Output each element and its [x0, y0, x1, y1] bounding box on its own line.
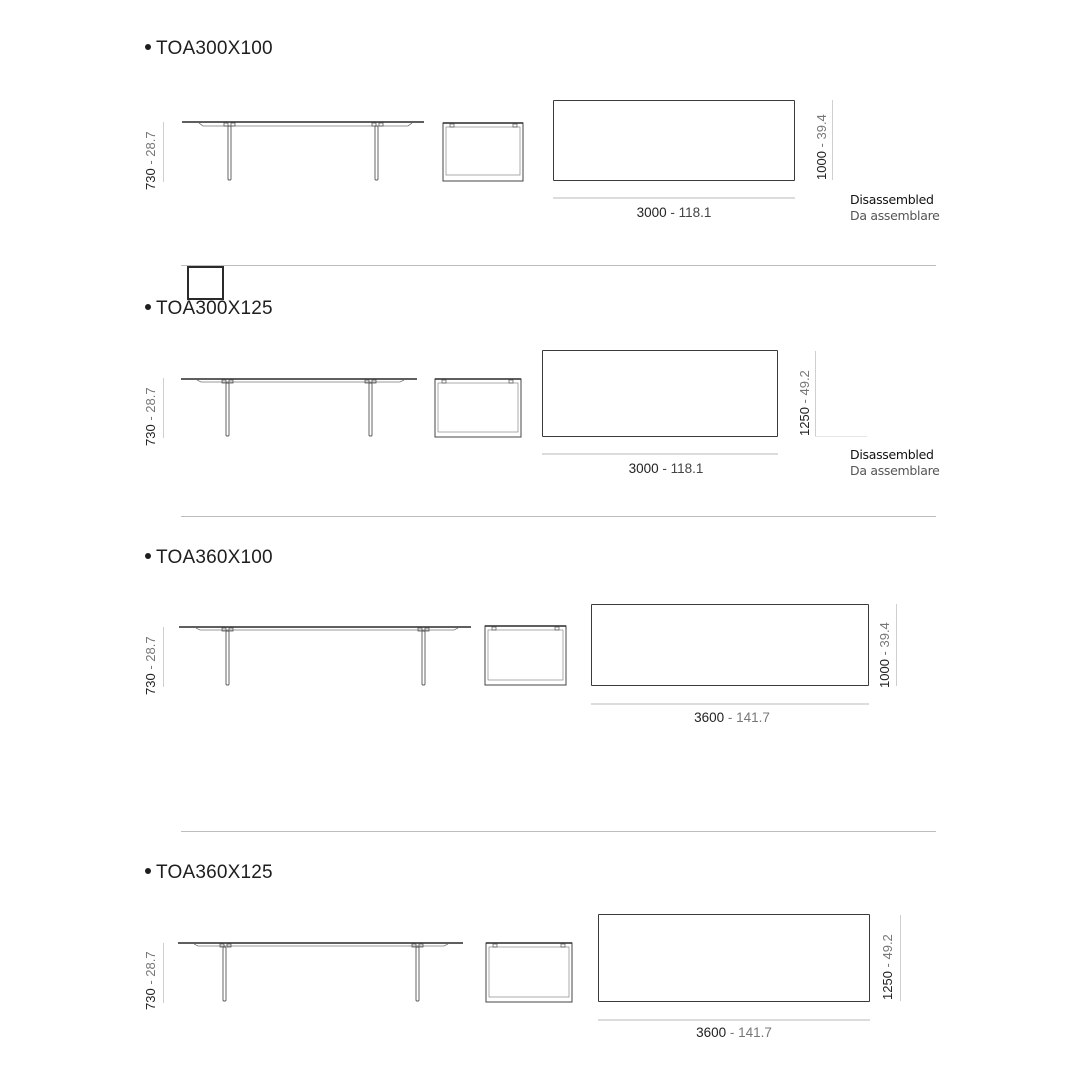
assembly-note-it: Da assemblare [850, 208, 940, 223]
depth-dimension-label: 1000 - 39.4 [814, 114, 829, 180]
depth-dimension-label: 1250 - 49.2 [880, 934, 895, 1000]
product-code-title: TOA360X125 [145, 862, 273, 884]
height-dimension-label: 730 - 28.7 [143, 387, 158, 446]
depth-dimension-label: 1250 - 49.2 [797, 370, 812, 436]
width-dimension-label: 3600 - 141.7 [694, 710, 770, 725]
height-dimension-label: 730 - 28.7 [143, 131, 158, 190]
product-code-title: TOA300X100 [145, 38, 273, 60]
width-dimension-line [598, 1019, 870, 1021]
top-view-drawing [598, 914, 870, 1002]
assembly-note-en: Disassembled [850, 192, 934, 207]
depth-dimension-line [900, 915, 901, 1001]
product-code-title: TOA300X125 [145, 298, 273, 320]
height-dimension-label: 730 - 28.7 [143, 636, 158, 695]
depth-dimension-label: 1000 - 39.4 [877, 622, 892, 688]
width-dimension-label: 3600 - 141.7 [696, 1025, 772, 1040]
height-dimension-label: 730 - 28.7 [143, 951, 158, 1010]
width-dimension-label: 3000 - 118.1 [636, 205, 712, 220]
assembly-note-it: Da assemblare [850, 463, 940, 478]
width-dimension-label: 3000 - 118.1 [628, 461, 704, 476]
product-code-title: TOA360X100 [145, 547, 273, 569]
assembly-note-en: Disassembled [850, 447, 934, 462]
